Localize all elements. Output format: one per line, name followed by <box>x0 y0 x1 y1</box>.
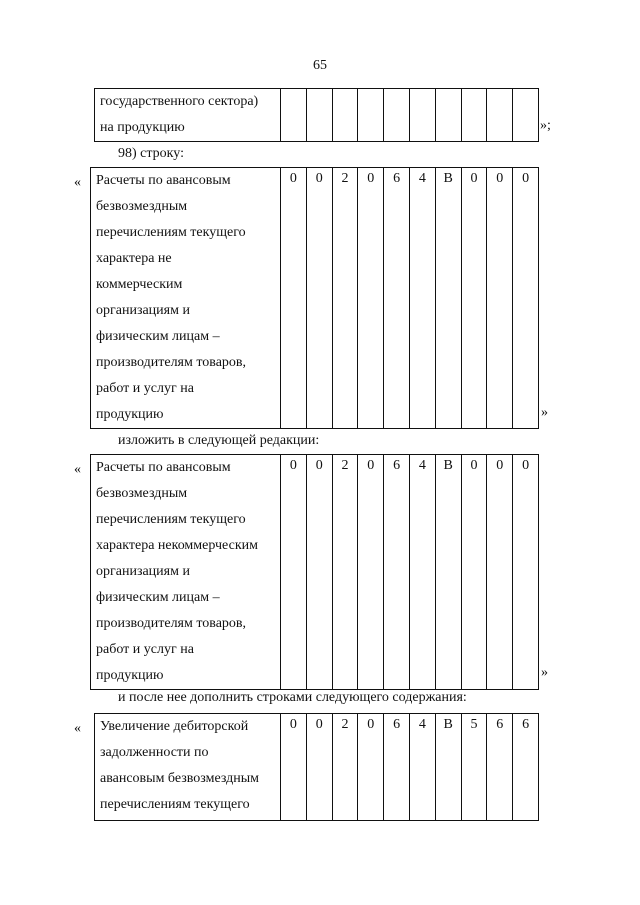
code-digit: В <box>443 717 453 732</box>
code-cell <box>384 89 410 142</box>
code-cell <box>281 714 307 821</box>
code-digit: 6 <box>393 171 401 186</box>
code-cell <box>332 714 358 821</box>
code-cell <box>358 89 384 142</box>
code-cell <box>358 714 384 821</box>
code-cell <box>358 455 384 690</box>
code-cell <box>384 714 410 821</box>
code-cell <box>409 168 435 429</box>
code-digit: 0 <box>289 458 297 473</box>
code-digit: 6 <box>522 717 530 732</box>
code-cell <box>487 168 513 429</box>
code-cell <box>384 455 410 690</box>
code-digit: 0 <box>470 171 478 186</box>
code-table-added <box>94 713 539 821</box>
code-cell <box>409 714 435 821</box>
table-name-cell <box>91 168 281 429</box>
code-digit: 0 <box>315 458 323 473</box>
code-digit: 0 <box>367 458 375 473</box>
code-cell <box>513 455 539 690</box>
code-cell <box>332 89 358 142</box>
code-digit: 0 <box>289 171 297 186</box>
code-digit: 0 <box>315 717 323 732</box>
code-digit: В <box>443 458 453 473</box>
table-name-cell <box>95 714 281 821</box>
row-name: Расчеты по авансовым безвозмездным перечислениям текущего характера некоммерческим организациям и физическим лицам – производителям товаров, работ и услуг на продукцию <box>96 460 258 683</box>
code-digit: 4 <box>418 717 426 732</box>
code-digit: 0 <box>470 458 478 473</box>
code-digit: В <box>443 171 453 186</box>
code-digit: 6 <box>393 717 401 732</box>
code-cell <box>487 89 513 142</box>
code-digit: 0 <box>496 171 504 186</box>
code-cell <box>513 89 539 142</box>
code-digit: 0 <box>367 171 375 186</box>
table-name-cell <box>95 89 281 142</box>
code-cell <box>461 89 487 142</box>
code-cell <box>435 168 461 429</box>
code-cell <box>487 455 513 690</box>
code-digit: 0 <box>522 458 530 473</box>
item-98-text: 98) строку: <box>118 146 184 161</box>
code-digit: 5 <box>470 717 478 732</box>
code-cell <box>281 89 307 142</box>
code-cell <box>435 455 461 690</box>
code-cell <box>435 89 461 142</box>
code-digit: 2 <box>341 458 349 473</box>
code-digit: 4 <box>418 458 426 473</box>
code-digit: 0 <box>522 171 530 186</box>
code-cell <box>306 168 332 429</box>
code-table-new <box>90 454 539 690</box>
row-name: Увеличение дебиторской задолженности по авансовым безвозмездным перечислениям текущего <box>100 719 260 812</box>
code-cell <box>487 714 513 821</box>
code-cell <box>435 714 461 821</box>
code-digit: 0 <box>496 458 504 473</box>
code-cell <box>358 168 384 429</box>
code-digit: 6 <box>393 458 401 473</box>
append-text: и после нее дополнить строками следующего содержания: <box>118 690 467 705</box>
code-digit: 0 <box>289 717 297 732</box>
open-quote: « <box>74 721 81 736</box>
code-cell <box>461 714 487 821</box>
code-cell <box>281 455 307 690</box>
code-cell <box>332 168 358 429</box>
code-cell <box>461 455 487 690</box>
code-cell <box>513 714 539 821</box>
code-digit: 2 <box>341 171 349 186</box>
code-digit: 6 <box>496 717 504 732</box>
code-cell <box>461 168 487 429</box>
close-quote: »; <box>540 118 551 133</box>
row-name: государственного сектора) на продукцию <box>100 94 259 135</box>
code-digit: 0 <box>315 171 323 186</box>
code-digit: 2 <box>341 717 349 732</box>
code-cell <box>384 168 410 429</box>
code-cell <box>281 168 307 429</box>
code-digit: 0 <box>367 717 375 732</box>
code-cell <box>306 89 332 142</box>
row-name: Расчеты по авансовым безвозмездным перечислениям текущего характера не коммерческим организациям и физическим лицам – производителям товаров, работ и услуг на продукцию <box>96 173 247 422</box>
code-cell <box>332 455 358 690</box>
code-cell <box>409 455 435 690</box>
code-digit: 4 <box>418 171 426 186</box>
page-number: 65 <box>313 58 327 73</box>
code-table-old <box>90 167 539 429</box>
close-quote: » <box>541 665 548 680</box>
table-name-cell <box>91 455 281 690</box>
open-quote: « <box>74 462 81 477</box>
code-cell <box>306 714 332 821</box>
code-cell <box>409 89 435 142</box>
code-cell <box>306 455 332 690</box>
code-cell <box>513 168 539 429</box>
open-quote: « <box>74 175 81 190</box>
close-quote: » <box>541 405 548 420</box>
redaction-text: изложить в следующей редакции: <box>118 433 320 448</box>
code-table-continued <box>94 88 539 142</box>
